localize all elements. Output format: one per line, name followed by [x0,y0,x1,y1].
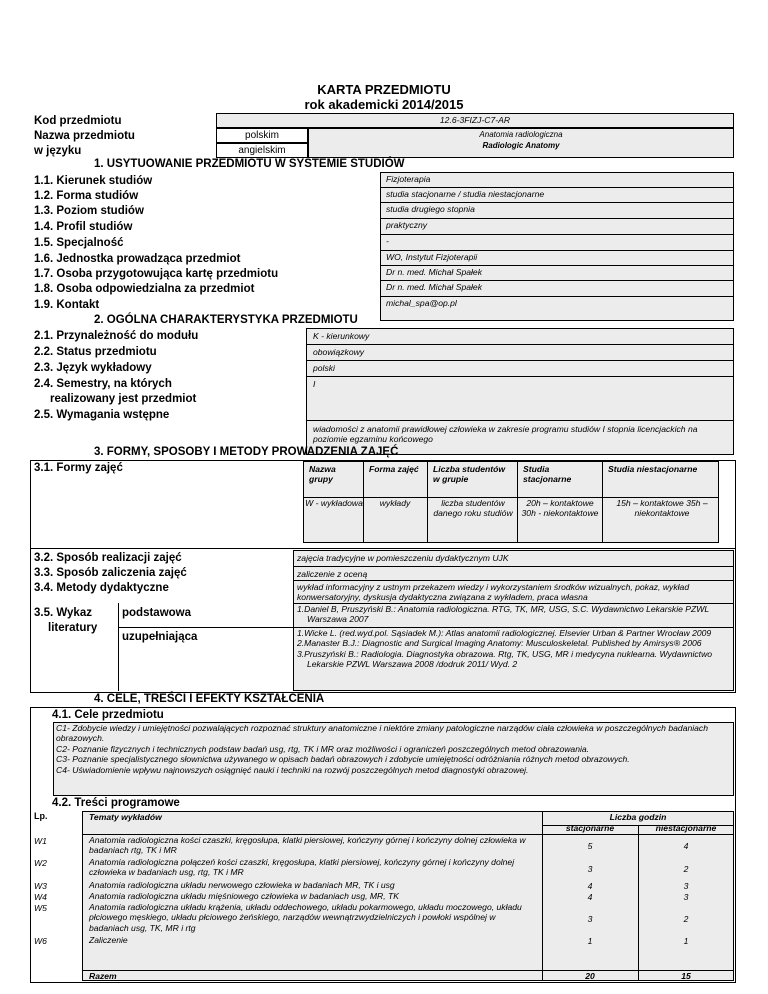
th-topic: Tematy wykładów [89,812,162,822]
s1-row-value: studia stacjonarne / studia niestacjonarne [386,189,545,199]
s2-r3-label: 2.3. Język wykładowy [34,362,152,374]
s1-row-value: praktyczny [386,220,428,230]
s1-row-value: Fizjoterapia [386,174,431,184]
s2-r5-label: 2.5. Wymagania wstępne [34,409,170,421]
s1-row-value: michal_spa@op.pl [386,298,457,308]
s1-row-label: 1.2. Forma studiów [34,190,139,202]
total-full: 20 [585,971,595,981]
lang-pl: polskim [245,130,279,141]
section1-heading: 1. USYTUOWANIE PRZEDMIOTU W SYSTEMIE STUDIÓW [94,158,405,170]
th-count: Liczba studentów w grupie [433,464,506,485]
content-row-part: 2 [683,863,689,874]
total-part: 15 [681,971,691,981]
content-row-full: 4 [587,880,593,891]
literature-item: 2.Manaster B.J.: Diagnostic and Surgical Imaging Anatomy: Musculoskeletal. Published by Amirsys® 2006 [297,638,702,649]
code-value: 12.6-3FIZJ-C7-AR [439,115,511,125]
content-row-part: 2 [683,913,689,924]
section2-heading: 2. OGÓLNA CHARAKTERYSTYKA PRZEDMIOTU [94,314,358,326]
lit-basic-list [297,604,731,625]
s1-row-label: 1.6. Jednostka prowadząca przedmiot [34,253,241,265]
s2-r4-label-1: 2.4. Semestry, na których [34,378,172,390]
s1-row-label: 1.1. Kierunek studiów [34,175,153,187]
r32-label: 3.2. Sposób realizacji zajęć [34,552,182,564]
total-label: Razem [89,971,117,981]
literature-item: 3.Pruszyński B.: Radiologia. Diagnostyka obrazowa. Rtg, TK, USG, MR i medycyna nuklearna. Wydawnictwo Lekarskie PZWL Warszawa 2008 /dodruk 2011/ Wyd. 2 [297,648,713,670]
goal-item: C2- Poznanie fizycznych i technicznych podstaw badań usg, rtg, TK i MR oraz możliwości i ograniczeń poszczególnych metod obrazowania. [56,743,590,754]
s1-row-value: studia drugiego stopnia [386,204,475,214]
goals-list [56,723,732,775]
r34-label: 3.4. Metody dydaktyczne [34,582,169,594]
td-form: wykłady [379,498,411,508]
r33-value: zaliczenie z oceną [297,569,368,579]
th-hours-part: niestacjonarne [655,823,717,833]
name-en: Radiologic Anatomy [482,141,560,150]
th-lp: Lp. [34,811,48,821]
s1-row-label: 1.9. Kontakt [34,299,100,311]
content-row-full: 1 [587,935,593,946]
content-row-lp: W2 [34,858,47,868]
s2-r5-value: wiadomości z anatomii prawidłowej człowieka w zakresie programu studiów I stopnia licencjackich na poziomie egzaminu końcowego [313,424,698,445]
content-row-full: 3 [587,913,593,924]
goal-item: C3- Poznanie specjalistycznego słownictwa używanego w opisach badań obrazowych i zdobycie umiejętności odróżniania różnych metod obrazowych. [56,754,630,765]
content-row-lp: W3 [34,881,47,891]
academic-year: rok akademicki 2014/2015 [304,97,464,112]
lit-label-1: 3.5. Wykaz [34,607,92,619]
content-row-lp: W4 [34,892,47,902]
lit-extra-label: uzupełniająca [122,631,198,643]
s1-row-value: Dr n. med. Michał Spałek [386,267,482,277]
s1-row-label: 1.5. Specjalność [34,237,124,249]
th-hours: Liczba godzin [609,812,667,822]
s2-r1-label: 2.1. Przynależność do modułu [34,330,199,342]
s1-row-label: 1.4. Profil studiów [34,221,133,233]
content-row-lp: W6 [34,936,47,946]
content-row-topic: Anatomia radiologiczna układu nerwowego człowieka w badaniach MR, TK i usg [89,880,395,890]
r33-label: 3.3. Sposób zaliczenia zajęć [34,567,187,579]
s1-row-label: 1.8. Osoba odpowiedzialna za przedmiot [34,283,255,295]
content-row-part: 4 [683,841,689,851]
content-row-topic: Zaliczenie [89,935,128,945]
goals-heading: 4.1. Cele przedmiotu [52,709,164,721]
section4-heading: 4. CELE, TREŚCI I EFEKTY KSZTAŁCENIA [94,693,325,705]
th-hours-full: stacjonarne [565,823,615,833]
section3-heading: 3. FORMY, SPOSOBY I METODY PROWADZENIA ZAJĘĆ [94,446,399,458]
th-full: Studia stacjonarne [523,464,572,485]
s2-r2-label: 2.2. Status przedmiotu [34,346,157,358]
td-count: liczba studentów danego roku studiów [433,498,513,519]
s2-r1-value: K - kierunkowy [313,331,370,341]
name-label-2: w języku [34,145,82,157]
td-full: 20h – kontaktowe 30h - niekontaktowe [521,498,599,519]
content-row-topic: Anatomia radiologiczna kości czaszki, kręgosłupa, klatki piersiowej, kończyny górnej i kończyny dolnej człowieka w badaniach rtg, TK i MR [89,835,526,856]
content-row-topic: Anatomia radiologiczna układu mięśniowego człowieka w badaniach usg, MR, TK [89,891,400,901]
r34-value: wykład informacyjny z ustnym przekazem wiedzy i wykorzystaniem środków wizualnych, pokaz, wykład konwersatoryjny, dyskusja dydaktyczna związana z wykładem, praca własna [297,582,690,603]
content-heading: 4.2. Treści programowe [52,797,180,809]
content-row-full: 3 [587,863,593,874]
td-part: 15h – kontaktowe 35h – niekontaktowe [616,498,708,519]
s1-row-value: - [386,236,389,246]
name-pl: Anatomia radiologiczna [479,130,563,139]
forms-label: 3.1. Formy zajęć [34,462,123,474]
code-label: Kod przedmiotu [34,115,122,127]
content-row-part: 3 [683,891,689,902]
content-row-topic: Anatomia radiologiczna układu krążenia, układu oddechowego, układu pokarmowego, układu moczowego, układu płciowego męskiego, układu płciowego żeńskiego, narządów wewnątrzwydzielniczych i powłoki wspólnej w badaniach usg, TK, MR i rtg [89,902,522,933]
lit-extra-list [297,628,731,670]
r32-value: zajęcia tradycyjne w pomieszczeniu dydaktycznym UJK [297,553,509,563]
td-group: W - wykładowa [305,498,363,508]
th-part: Studia niestacjonarne [608,464,698,474]
th-form: Forma zajęć [369,464,419,474]
s1-row-value: Dr n. med. Michał Spałek [386,282,482,292]
lit-basic-label: podstawowa [122,607,192,619]
s1-row-label: 1.3. Poziom studiów [34,205,144,217]
th-group: Nazwa grupy [309,464,336,485]
s2-r2-value: obowiązkowy [313,347,365,357]
content-row-full: 4 [587,891,593,902]
content-row-lp: W5 [34,903,47,913]
name-label-1: Nazwa przedmiotu [34,130,135,142]
s1-row-value: WO, Instytut Fizjoterapii [386,252,478,262]
content-row-full: 5 [587,841,593,851]
s2-r3-value: polski [313,363,335,373]
content-row-part: 3 [683,880,689,891]
literature-item: 1.Daniel B, Pruszyński B.: Anatomia radiologiczna. RTG, TK, MR, USG, S.C. Wydawnictwo Lekarskie PZWL Warszawa 2007 [297,604,710,625]
literature-item: 1.Wicke L. (red.wyd.pol. Sąsiadek M.): Atlas anatomii radiologicznej. Elsevier Urban & Partner Wrocław 2009 [297,628,712,638]
s2-r4-label-2: realizowany jest przedmiot [50,393,197,405]
goal-item: C4- Uświadomienie wpływu najnowszych osiągnięć nauki i techniki na rozwój poszczególnych metod diagnostyki obrazowej. [56,764,529,775]
card-title: KARTA PRZEDMIOTU [317,82,451,97]
lit-label-2: literatury [48,622,98,634]
content-row-lp: W1 [34,836,47,846]
s1-row-label: 1.7. Osoba przygotowująca kartę przedmiotu [34,268,279,280]
content-row-topic: Anatomia radiologiczna połączeń kości czaszki, kręgosłupa, klatki piersiowej, kończyny górnej i kończyny dolnej człowieka w badaniach usg, rtg, TK i MR [89,857,515,878]
goal-item: C1- Zdobycie wiedzy i umiejętności pozwalających rozpoznać struktury anatomiczne i niektóre zmiany patologiczne narządów ciała człowieka w poszczególnych badaniach obrazowych. [56,723,709,744]
content-row-part: 1 [683,935,689,946]
s2-r4-value: I [313,379,316,389]
lang-en: angielskim [238,145,286,156]
